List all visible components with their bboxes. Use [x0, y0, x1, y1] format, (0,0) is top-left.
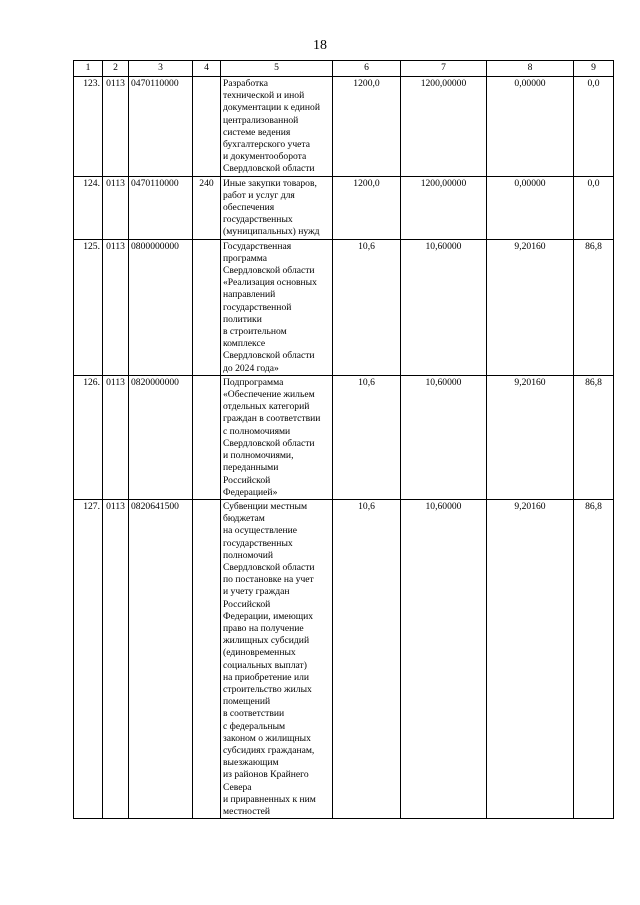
table-row: [74, 499, 614, 818]
column-header: 9: [574, 61, 614, 77]
column-header: 7: [401, 61, 487, 77]
column-header: 3: [129, 61, 193, 77]
approved-amount-cell: 10,60000: [401, 375, 487, 499]
approved-amount-cell: 10,60000: [401, 239, 487, 375]
percent-cell: 0,0: [574, 176, 614, 239]
plan-amount-cell: 1200,0: [333, 176, 401, 239]
section-code-cell: 0113: [103, 375, 129, 499]
item-name-cell: Государственная программа Свердловской области «Реализация основных направлений государственной политики в строительном комплексе Свердловской области до 2024 года»: [221, 239, 333, 375]
table-row: [74, 176, 614, 239]
approved-amount-cell: 1200,00000: [401, 77, 487, 177]
row-number-cell: 127.: [74, 499, 103, 818]
item-name-cell: Иные закупки товаров, работ и услуг для обеспечения государственных (муниципальных) нужд: [221, 176, 333, 239]
percent-cell: 86,8: [574, 239, 614, 375]
column-header: 1: [74, 61, 103, 77]
percent-cell: 0,0: [574, 77, 614, 177]
page-number: 18: [313, 38, 327, 53]
expense-type-cell: [193, 499, 221, 818]
table-row: [74, 375, 614, 499]
approved-amount-cell: 1200,00000: [401, 176, 487, 239]
expense-type-cell: 240: [193, 176, 221, 239]
percent-cell: 86,8: [574, 499, 614, 818]
column-header: 6: [333, 61, 401, 77]
target-code-cell: 0800000000: [129, 239, 193, 375]
item-name-cell: Разработка технической и иной документации к единой централизованной системе ведения бухгалтерского учета и документооборота Свердловской области: [221, 77, 333, 177]
executed-amount-cell: 9,20160: [487, 239, 574, 375]
table-body: [74, 61, 614, 819]
target-code-cell: 0820000000: [129, 375, 193, 499]
column-header: 8: [487, 61, 574, 77]
row-number-cell: 126.: [74, 375, 103, 499]
item-name-cell: Субвенции местным бюджетам на осуществление государственных полномочий Свердловской области по постановке на учет и учету граждан Российской Федерации, имеющих право на получение жилищных субсидий (единовременных социальных выплат) на приобретение или строительство жилых помещений в соответствии с федеральным законом о жилищных субсидиях гражданам, выезжающим из районов Крайнего Севера и приравненных к ним местностей: [221, 499, 333, 818]
plan-amount-cell: 1200,0: [333, 77, 401, 177]
row-number-cell: 123.: [74, 77, 103, 177]
expense-type-cell: [193, 375, 221, 499]
target-code-cell: 0470110000: [129, 77, 193, 177]
expense-type-cell: [193, 77, 221, 177]
percent-cell: 86,8: [574, 375, 614, 499]
section-code-cell: 0113: [103, 176, 129, 239]
expense-type-cell: [193, 239, 221, 375]
executed-amount-cell: 9,20160: [487, 499, 574, 818]
column-header: 4: [193, 61, 221, 77]
executed-amount-cell: 0,00000: [487, 176, 574, 239]
target-code-cell: 0470110000: [129, 176, 193, 239]
table-header-row: [74, 61, 614, 77]
table-row: [74, 239, 614, 375]
item-name-cell: Подпрограмма «Обеспечение жильем отдельных категорий граждан в соответствии с полномочиями Свердловской области и полномочиями, переданными Российской Федерацией»: [221, 375, 333, 499]
section-code-cell: 0113: [103, 77, 129, 177]
column-header: 2: [103, 61, 129, 77]
target-code-cell: 0820641500: [129, 499, 193, 818]
row-number-cell: 124.: [74, 176, 103, 239]
executed-amount-cell: 0,00000: [487, 77, 574, 177]
approved-amount-cell: 10,60000: [401, 499, 487, 818]
plan-amount-cell: 10,6: [333, 499, 401, 818]
budget-table: [73, 60, 614, 819]
row-number-cell: 125.: [74, 239, 103, 375]
section-code-cell: 0113: [103, 239, 129, 375]
executed-amount-cell: 9,20160: [487, 375, 574, 499]
column-header: 5: [221, 61, 333, 77]
table-row: [74, 77, 614, 177]
plan-amount-cell: 10,6: [333, 239, 401, 375]
section-code-cell: 0113: [103, 499, 129, 818]
plan-amount-cell: 10,6: [333, 375, 401, 499]
